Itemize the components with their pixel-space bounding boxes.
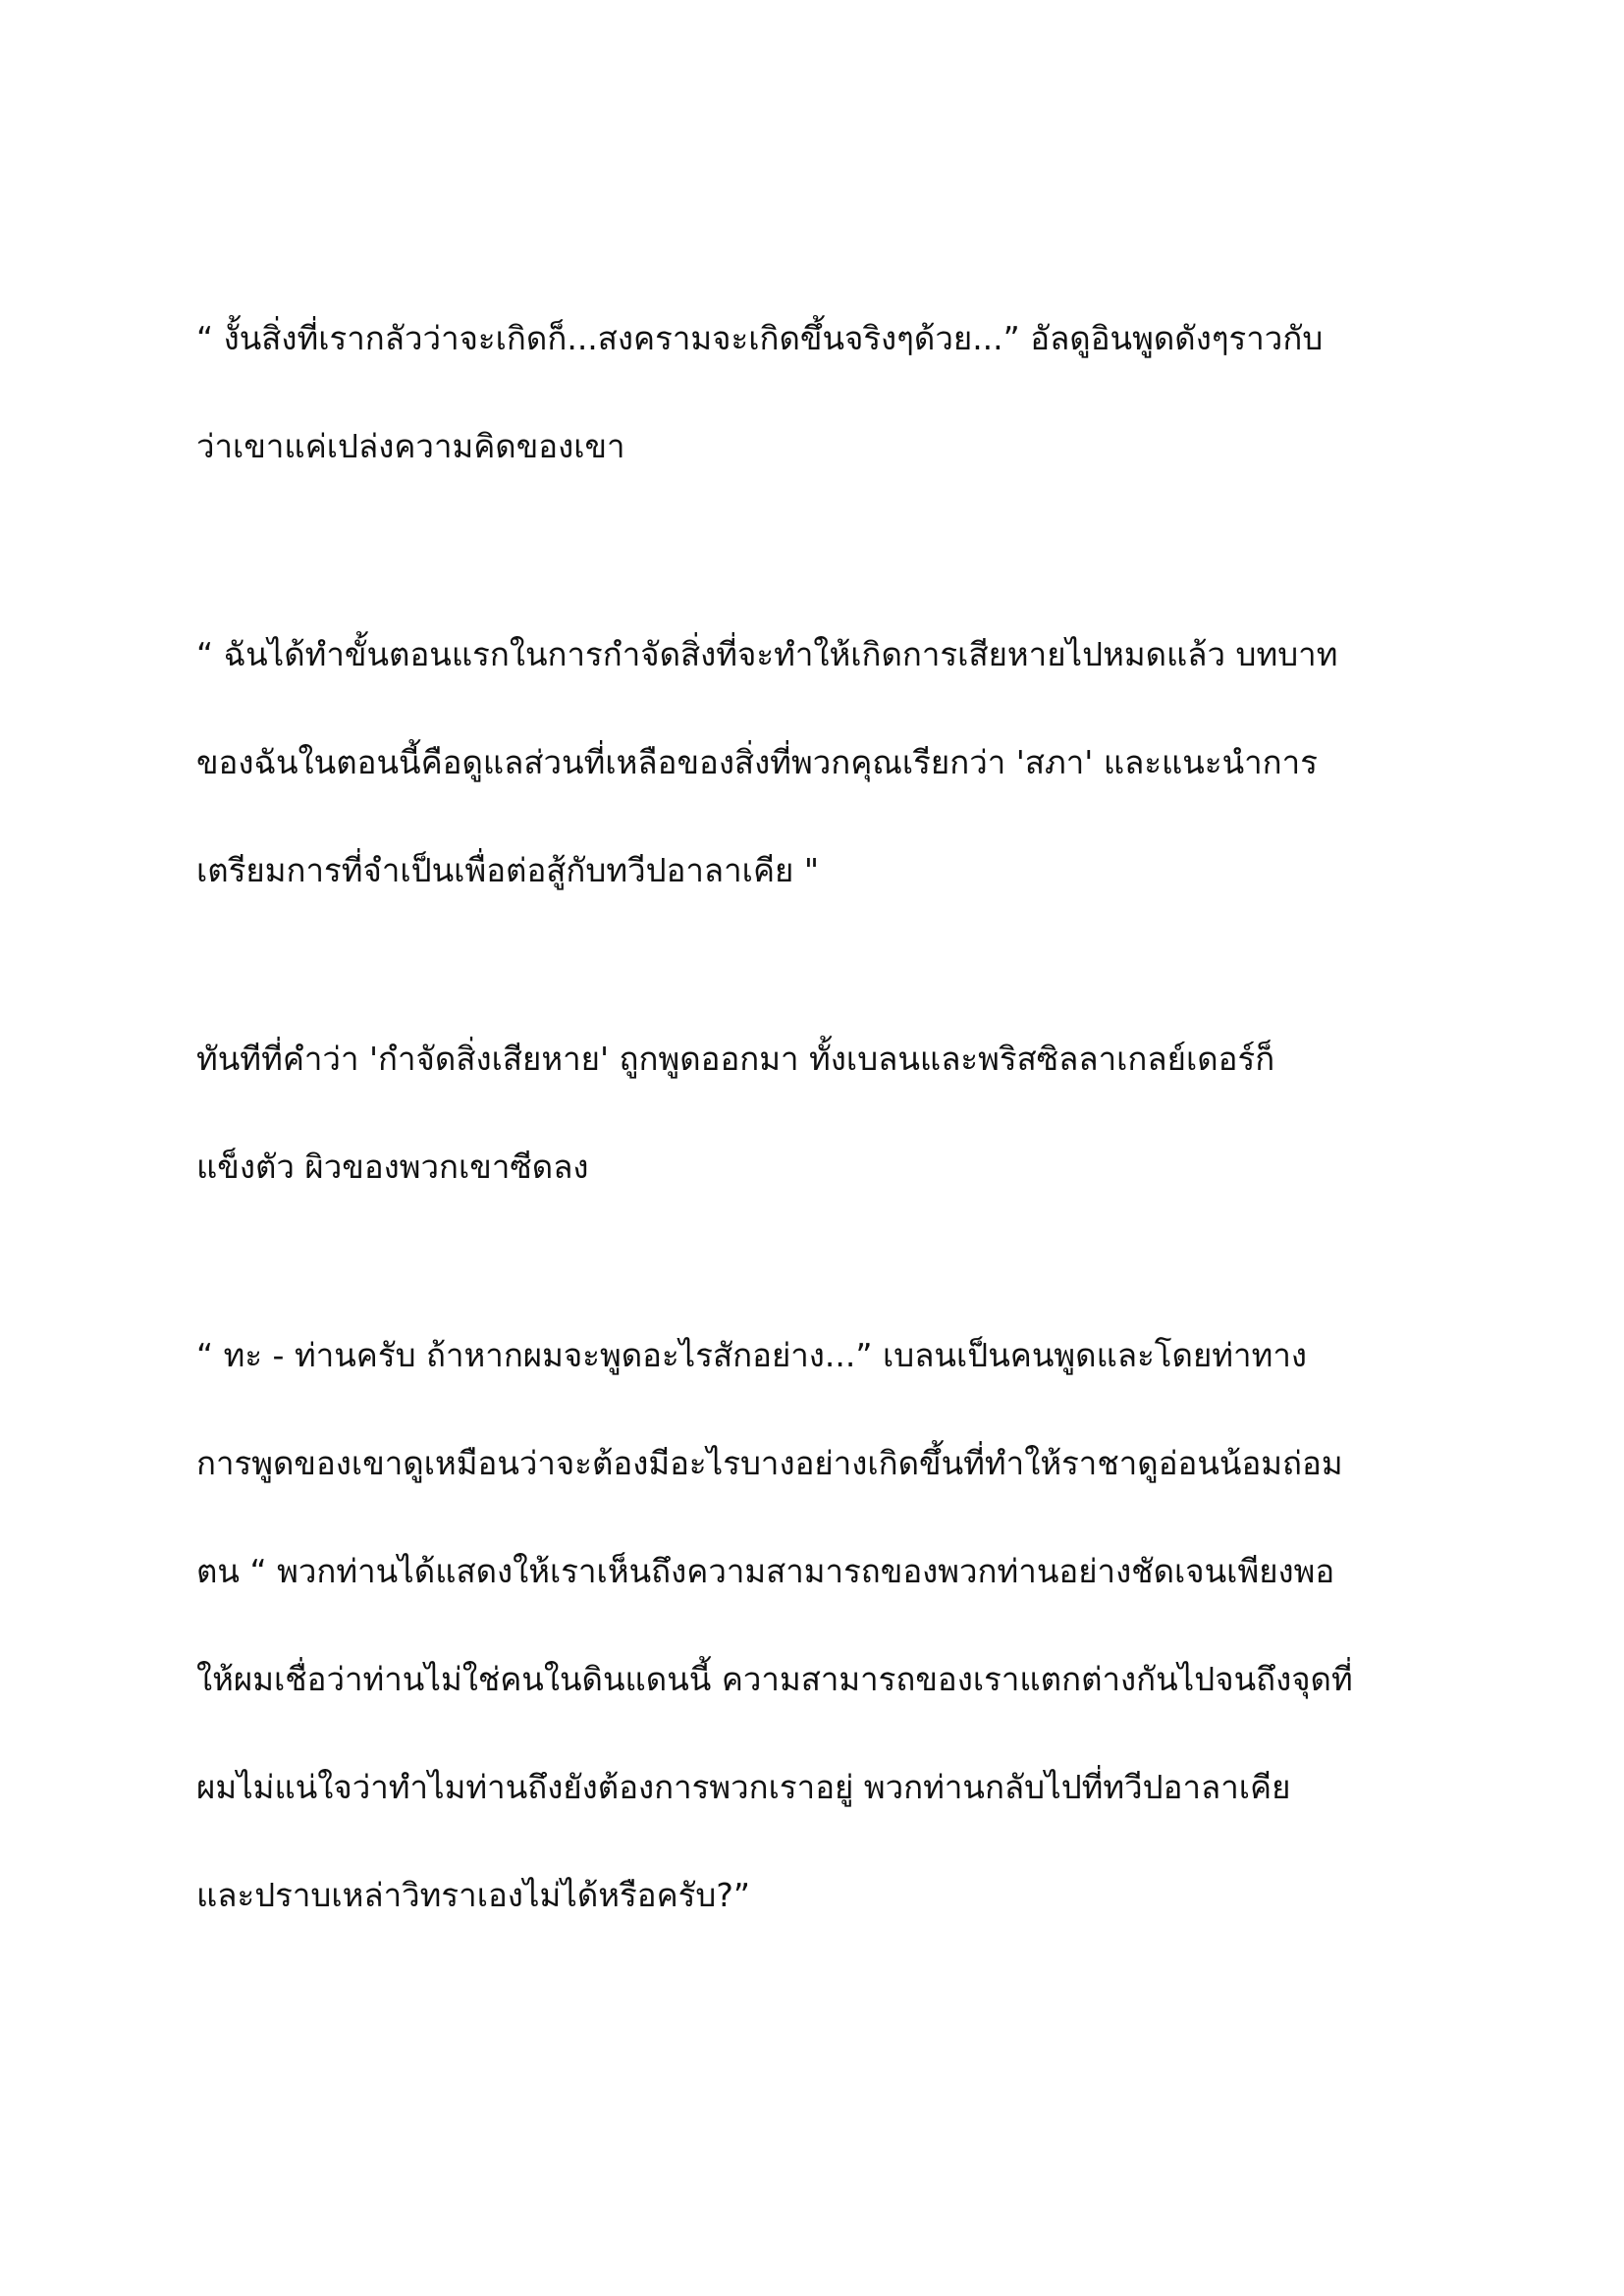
paragraph-3 [196,1005,1443,1221]
text-line: การพูดของเขาดูเหมือนว่าจะต้องมีอะไรบางอย่างเกิดขึ้นที่ทำให้ราชาดูอ่อนน้อมถ่อม [196,1444,1343,1482]
text-line: แข็งตัว ผิวของพวกเขาซีดลง [196,1148,589,1186]
text-line: ว่าเขาแค่เปล่งความคิดของเขา [196,427,625,465]
text-line: ให้ผมเชื่อว่าท่านไม่ใช่คนในดินแดนนี้ ความสามารถของเราแตกต่างกันไปจนถึงจุดที่ [196,1660,1353,1698]
paragraph-4 [196,1302,1443,1949]
text-line: ของฉันในตอนนี้คือดูแลส่วนที่เหลือของสิ่งที่พวกคุณเรียกว่า 'สภา' และแนะนำการ [196,743,1318,781]
text-line: เตรียมการที่จำเป็นเพื่อต่อสู้กับทวีปอาลาเคีย " [196,851,820,889]
text-line: และปราบเหล่าวิทราเองไม่ได้หรือครับ?” [196,1876,750,1914]
text-line: ทันทีที่คำว่า 'กำจัดสิ่งเสียหาย' ถูกพูดออกมา ทั้งเบลนและพริสซิลลาเกลย์เดอร์ก็ [196,1040,1275,1078]
text-line: “ งั้นสิ่งที่เรากลัวว่าจะเกิดก็...สงครามจะเกิดขึ้นจริงๆด้วย...” อัลดูอินพูดดังๆราวกับ [196,319,1324,357]
text-line: ผมไม่แน่ใจว่าทำไมท่านถึงยังต้องการพวกเราอยู่ พวกท่านกลับไปที่ทวีปอาลาเคีย [196,1768,1291,1806]
text-line: ตน “ พวกท่านได้แสดงให้เราเห็นถึงความสามารถของพวกท่านอย่างชัดเจนเพียงพอ [196,1552,1335,1590]
paragraph-2 [196,601,1443,925]
paragraph-1 [196,285,1443,501]
text-line: “ ฉันได้ทำขั้นตอนแรกในการกำจัดสิ่งที่จะทำให้เกิดการเสียหายไปหมดแล้ว บทบาท [196,635,1338,673]
text-line: “ ทะ - ท่านครับ ถ้าหากผมจะพูดอะไรสักอย่าง...” เบลนเป็นคนพูดและโดยท่าทาง [196,1336,1307,1374]
